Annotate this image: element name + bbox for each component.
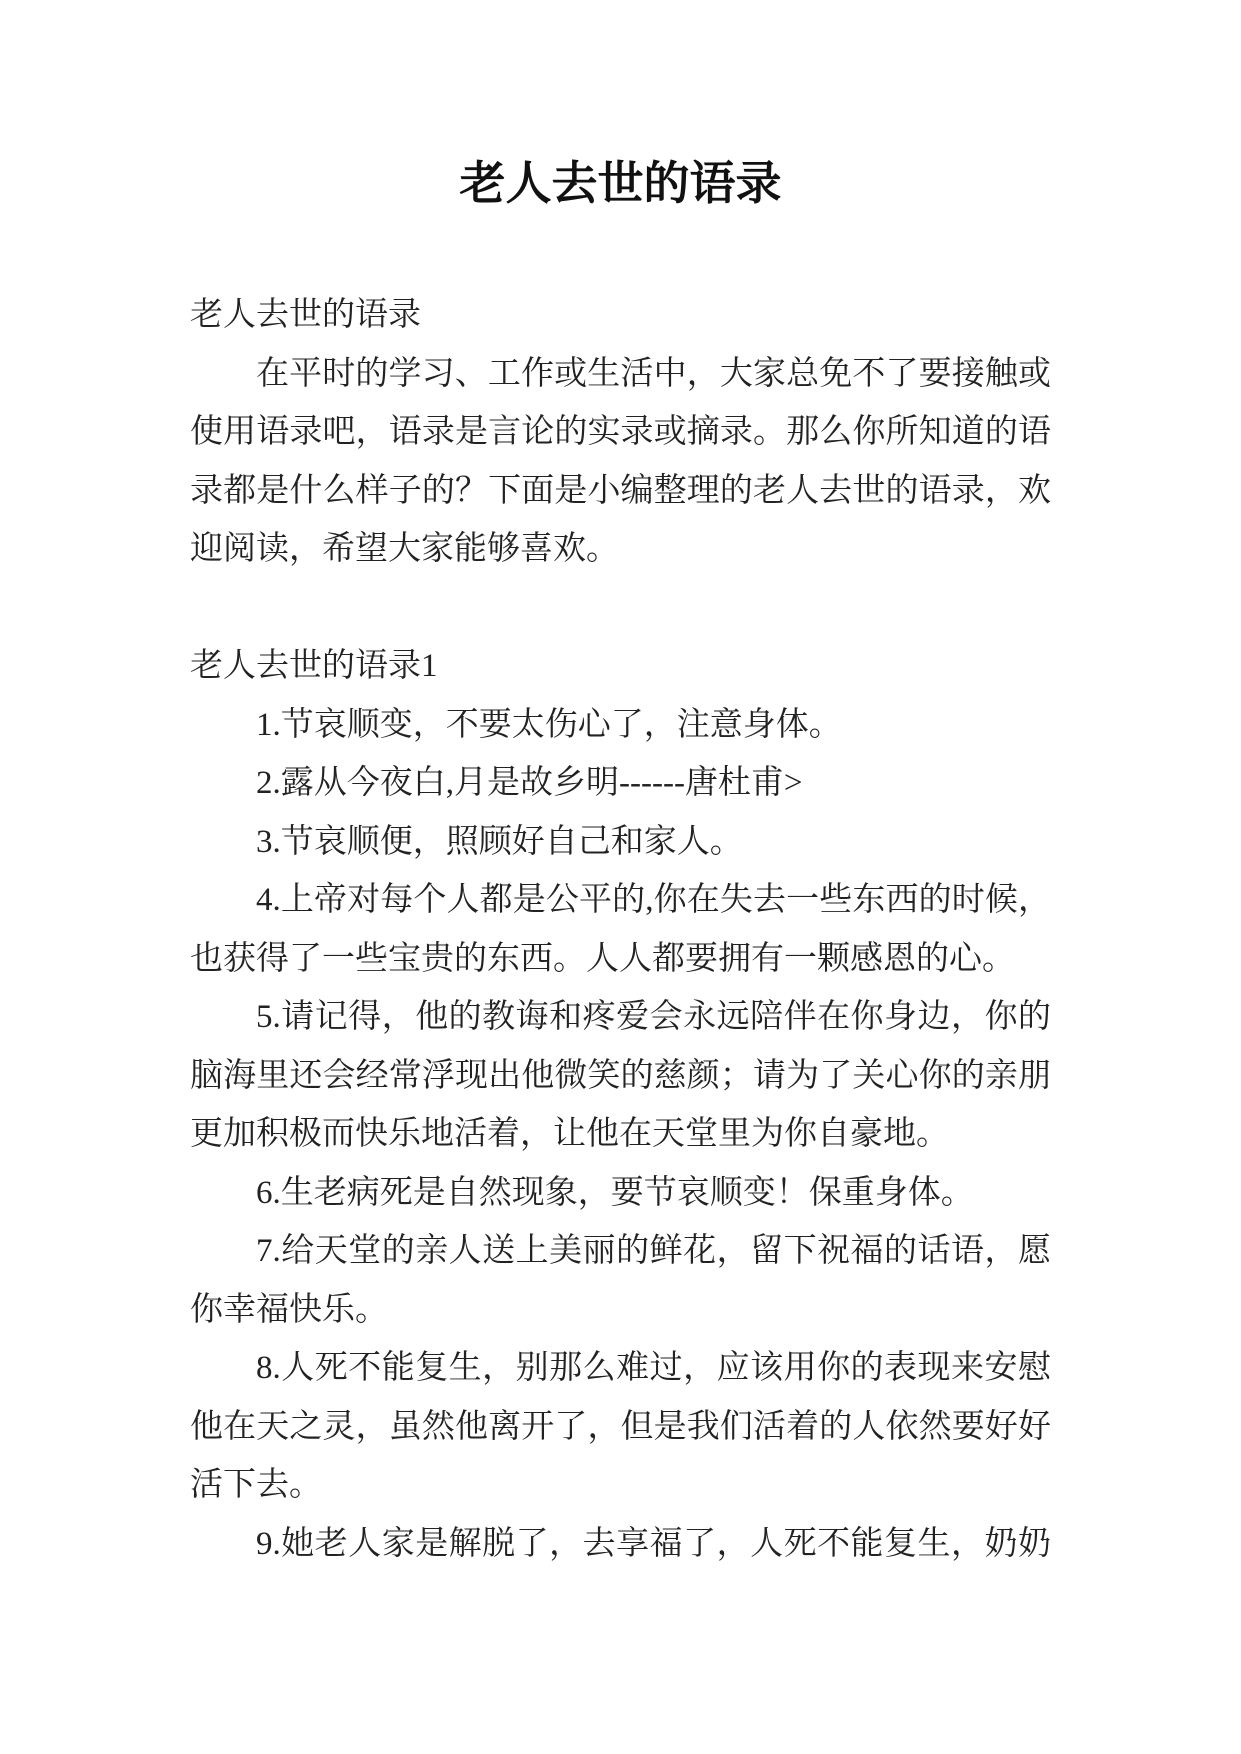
list-item-line: 1.节哀顺变，不要太伤心了，注意身体。 xyxy=(256,706,842,743)
list-item xyxy=(190,1164,1051,1223)
list-item xyxy=(190,754,1051,813)
list-item xyxy=(190,871,1051,988)
document-title: 老人去世的语录 xyxy=(459,158,782,209)
section-heading: 老人去世的语录1 xyxy=(190,648,438,684)
list-item xyxy=(190,1339,1051,1515)
list-item xyxy=(190,813,1051,872)
list-item-line: 7.给天堂的亲人送上美丽的鲜花，留下祝福的话语，愿 xyxy=(256,1233,1051,1269)
list-item-line: 9.她老人家是解脱了，去享福了，人死不能复生，奶奶 xyxy=(256,1525,1051,1562)
intro-paragraph-line: 在平时的学习、工作或生活中，大家总免不了要接触或 xyxy=(256,355,1051,392)
list-item-line: 8.人死不能复生，别那么难过，应该用你的表现来安慰 xyxy=(256,1350,1051,1386)
list-item xyxy=(190,1222,1051,1339)
list-item-line: 也获得了一些宝贵的东西。人人都要拥有一颗感恩的心。 xyxy=(190,940,1015,977)
intro-heading: 老人去世的语录 xyxy=(190,297,421,333)
paragraph-spacer xyxy=(190,579,1051,638)
intro-paragraph-line: 使用语录吧，语录是言论的实录或摘录。那么你所知道的语 xyxy=(190,414,1051,450)
list-item-line: 活下去。 xyxy=(190,1467,322,1503)
list-item-line: 更加积极而快乐地活着，让他在天堂里为你自豪地。 xyxy=(190,1116,949,1152)
quote-list xyxy=(190,696,1051,1574)
list-item-line: 他在天之灵，虽然他离开了，但是我们活着的人依然要好好 xyxy=(190,1408,1051,1445)
list-item-line: 3.节哀顺便，照顾好自己和家人。 xyxy=(256,823,743,860)
intro-paragraph-line: 迎阅读，希望大家能够喜欢。 xyxy=(190,531,619,567)
list-item xyxy=(190,988,1051,1164)
list-item-line: 5.请记得，他的教诲和疼爱会永远陪伴在你身边，你的 xyxy=(256,999,1051,1035)
intro-paragraph-line: 录都是什么样子的？下面是小编整理的老人去世的语录，欢 xyxy=(190,472,1051,509)
list-item xyxy=(190,1515,1051,1574)
list-item xyxy=(190,696,1051,755)
list-item-line: 2.露从今夜白,月是故乡明------唐杜甫> xyxy=(256,765,803,801)
document-body xyxy=(190,286,1051,1573)
list-item-line: 4.上帝对每个人都是公平的,你在失去一些东西的时候， xyxy=(256,882,1051,918)
list-item-line: 脑海里还会经常浮现出他微笑的慈颜；请为了关心你的亲朋 xyxy=(190,1057,1051,1094)
list-item-line: 6.生老病死是自然现象，要节哀顺变！保重身体。 xyxy=(256,1174,974,1211)
list-item-line: 你幸福快乐。 xyxy=(190,1291,388,1328)
intro-paragraph xyxy=(190,345,1051,579)
